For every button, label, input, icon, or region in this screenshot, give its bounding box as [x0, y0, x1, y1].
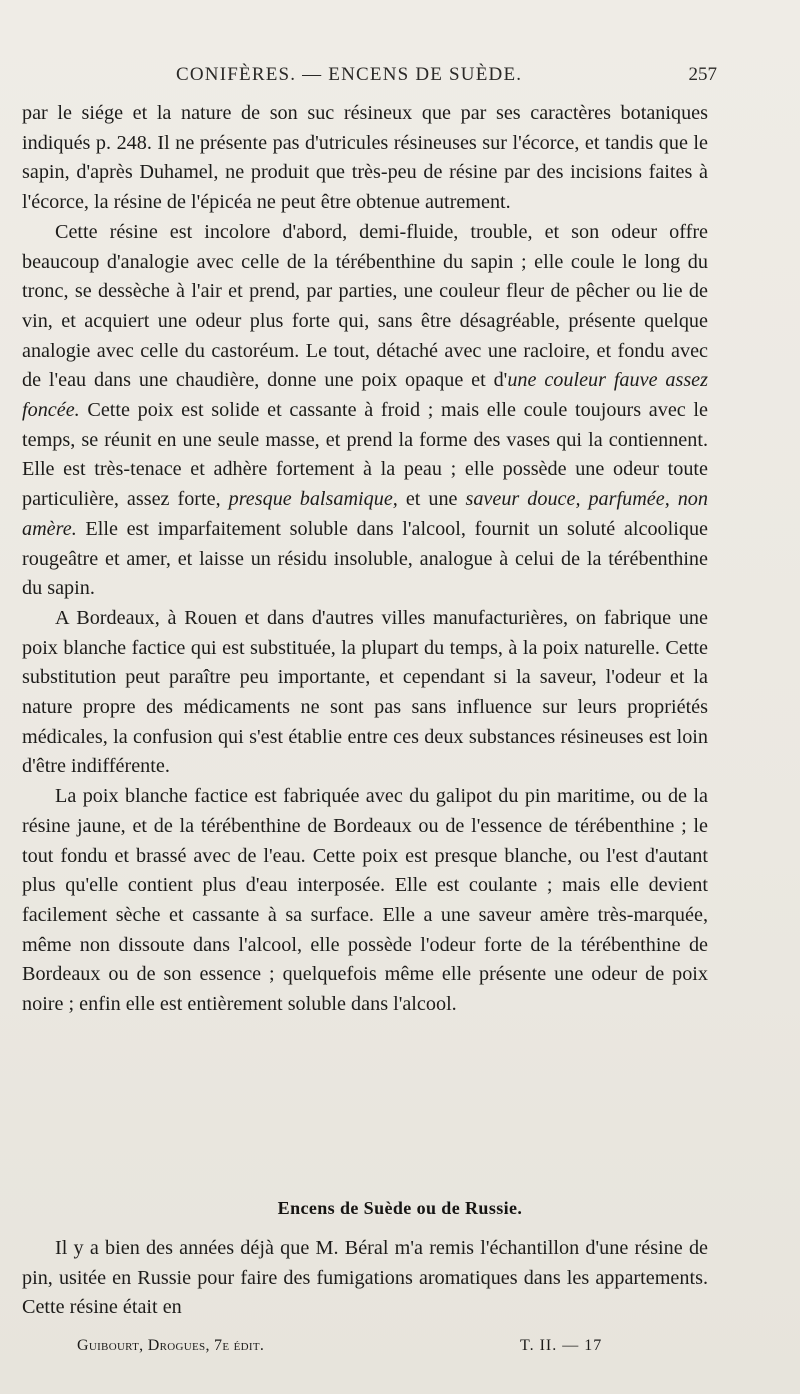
section-heading: Encens de Suède ou de Russie. [277, 1198, 523, 1218]
paragraph-poix-blanche: La poix blanche factice est fabriquée avec du galipot du pin maritime, ou de la résine jaune, et de la térébenthine de Bordeaux ou de l'essence de térébenthine ; le tout fondu et brassé avec de l'eau. Cette poix est presque blanche, ou l'est d'autant plus qu'elle contient plus d'eau interposée. Elle est coulante ; mais elle devient facilement sèche et cassante à sa surface. Elle a une saveur amère très-marquée, même non dissoute dans l'alcool, elle possède l'odeur forte de la térébenthine de Bordeaux ou de son essence ; quelquefois même elle présente une odeur de poix noire ; enfin elle est entièrement soluble dans l'alcool. [22, 785, 708, 1016]
footer-signature: Guibourt, Drogues, 7e édit. [77, 1337, 265, 1354]
running-title: CONIFÈRES. — ENCENS DE SUÈDE. [176, 64, 523, 85]
footer-volume-mark: T. II. — 17 [520, 1337, 603, 1354]
paragraph-text: Cette résine est incolore d'abord, demi-fluide, trouble, et son odeur offre beaucoup d'analogie avec celle de la térébenthine du sapin ; elle coule le long du tronc, se dessèche à l'air et prend, par parties, une couleur fleur de pêcher ou lie de vin, et acquiert une odeur plus forte qui, sans être désagréable, présente quelque analogie avec celle du castoréum. Le tout, détaché avec une racloire, et fondu avec de l'eau dans une chaudière, donne une poix opaque et d' [22, 220, 708, 392]
running-head [0, 64, 800, 92]
main-text [22, 99, 708, 1020]
paragraph-continuation: par le siége et la nature de son suc résineux que par ses caractères botaniques indiqués p. 248. Il ne présente pas d'utricules résineuses sur l'écorce, et tandis que le sapin, d'après Duhamel, ne produit que très-peu de résine par des incisions faites à l'écorce, la résine de l'épicéa ne peut être obtenue autrement. [22, 102, 708, 214]
paragraph-text: et une [397, 488, 466, 511]
paragraph-resin-description [22, 218, 708, 604]
italic-phrase: une couleur fauve assez foncée. [22, 369, 708, 422]
paragraph-encens: Il y a bien des années déjà que M. Béral m'a remis l'échantillon d'une résine de pin, usitée en Russie pour faire des fumigations aromatiques dans les appartements. Cette résine était en [22, 1237, 708, 1319]
paragraph-bordeaux: A Bordeaux, à Rouen et dans d'autres villes manufacturières, on fabrique une poix blanche factice qui est substituée, la plupart du temps, à la poix naturelle. Cette substitution peut paraître peu importante, et cependant si la saveur, l'odeur et la nature propre des médicaments ne sont pas sans influence sur leurs propriétés médicales, la confusion qui s'est établie entre ces deux substances résineuses est loin d'être indifférente. [22, 606, 708, 778]
italic-phrase: saveur douce, parfumée, non amère. [22, 488, 708, 540]
italic-phrase: presque balsamique, [228, 488, 398, 511]
page-number: 257 [688, 64, 717, 85]
paragraph-text: Elle est imparfaitement soluble dans l'alcool, fournit un soluté alcoolique rougeâtre et amer, et laisse un résidu insoluble, analogue à celui de la térébenthine du sapin. [22, 517, 708, 600]
section-text [22, 1234, 708, 1323]
page-footer [0, 1337, 800, 1361]
paragraph-text: Cette poix est solide et cassante à froid ; mais elle coule toujours avec le temps, se réunit en une seule masse, et prend la forme des vases qui la contiennent. Elle est très-tenace et adhère fortement à la peau ; elle possède une odeur toute particulière, assez forte, [22, 399, 708, 511]
